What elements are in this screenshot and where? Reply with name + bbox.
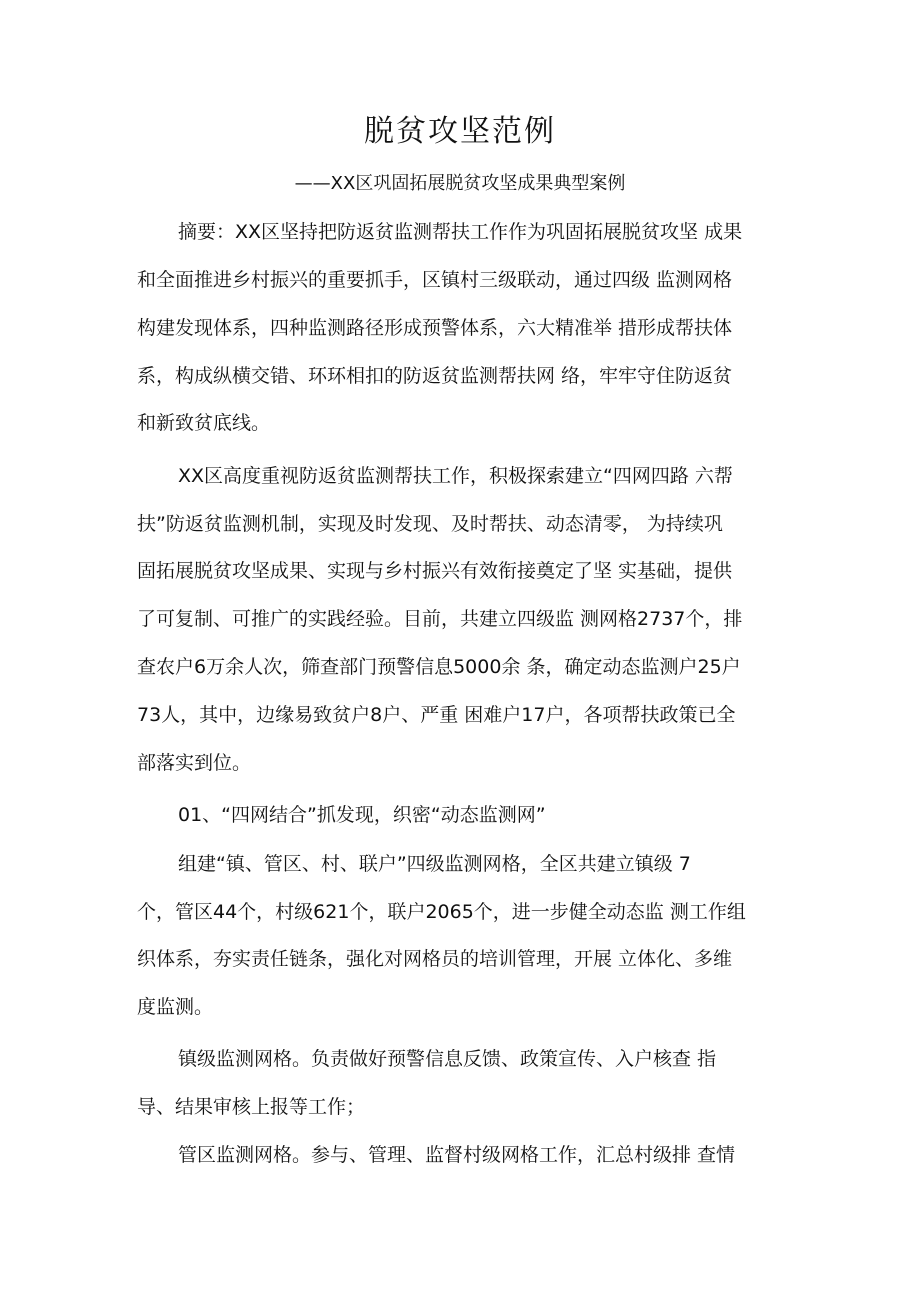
paragraph-2-line-5: 查农户6万余人次，筛查部门预警信息5000余 条，确定动态监测户25户 [137,656,741,678]
paragraph-3-line-2: 个，管区44个，村级621个，联户2065个，进一步健全动态监 测工作组 [137,901,746,923]
paragraph-4-line-1: 镇级监测网格。负责做好预警信息反馈、政策宣传、入户核查 指 [178,1048,717,1070]
paragraph-3-line-3: 织体系，夯实责任链条，强化对网格员的培训管理，开展 立体化、多维 [137,948,733,970]
abstract-line-5: 和新致贫底线。 [137,412,271,434]
section-heading-01: 01、“四网结合”抓发现，织密“动态监测网” [178,804,546,826]
abstract-line-3: 构建发现体系，四种监测路径形成预警体系，六大精准举 措形成帮扶体 [137,317,733,339]
paragraph-5-line-1: 管区监测网格。参与、管理、监督村级网格工作，汇总村级排 查情 [178,1144,736,1166]
paragraph-2-line-1: XX区高度重视防返贫监测帮扶工作，积极探索建立“四网四路 六帮 [178,465,733,487]
paragraph-2-line-7: 部落实到位。 [137,752,252,774]
document-subtitle: ——XX区巩固拓展脱贫攻坚成果典型案例 [294,173,626,194]
abstract-line-2: 和全面推进乡村振兴的重要抓手，区镇村三级联动，通过四级 监测网格 [137,269,733,291]
paragraph-2-line-4: 了可复制、可推广的实践经验。目前，共建立四级监 测网格2737个，排 [137,608,743,630]
paragraph-3-line-4: 度监测。 [137,996,214,1018]
paragraph-2-line-2: 扶”防返贫监测机制，实现及时发现、及时帮扶、动态清零， 为持续巩 [137,513,723,535]
paragraph-3-line-1: 组建“镇、管区、村、联户”四级监测网格，全区共建立镇级 7 [178,853,691,875]
paragraph-2-line-6: 73人，其中，边缘易致贫户8户、严重 困难户17户，各项帮扶政策已全 [137,704,736,726]
abstract-line-4: 系，构成纵横交错、环环相扣的防返贫监测帮扶网 络，牢牢守住防返贫 [137,365,733,387]
abstract-line-1: 摘要：XX区坚持把防返贫监测帮扶工作作为巩固拓展脱贫攻坚 成果 [178,221,743,243]
paragraph-2-line-3: 固拓展脱贫攻坚成果、实现与乡村振兴有效衔接奠定了坚 实基础，提供 [137,560,733,582]
document-title: 脱贫攻坚范例 [364,114,556,149]
paragraph-4-line-2: 导、结果审核上报等工作； [137,1096,366,1118]
